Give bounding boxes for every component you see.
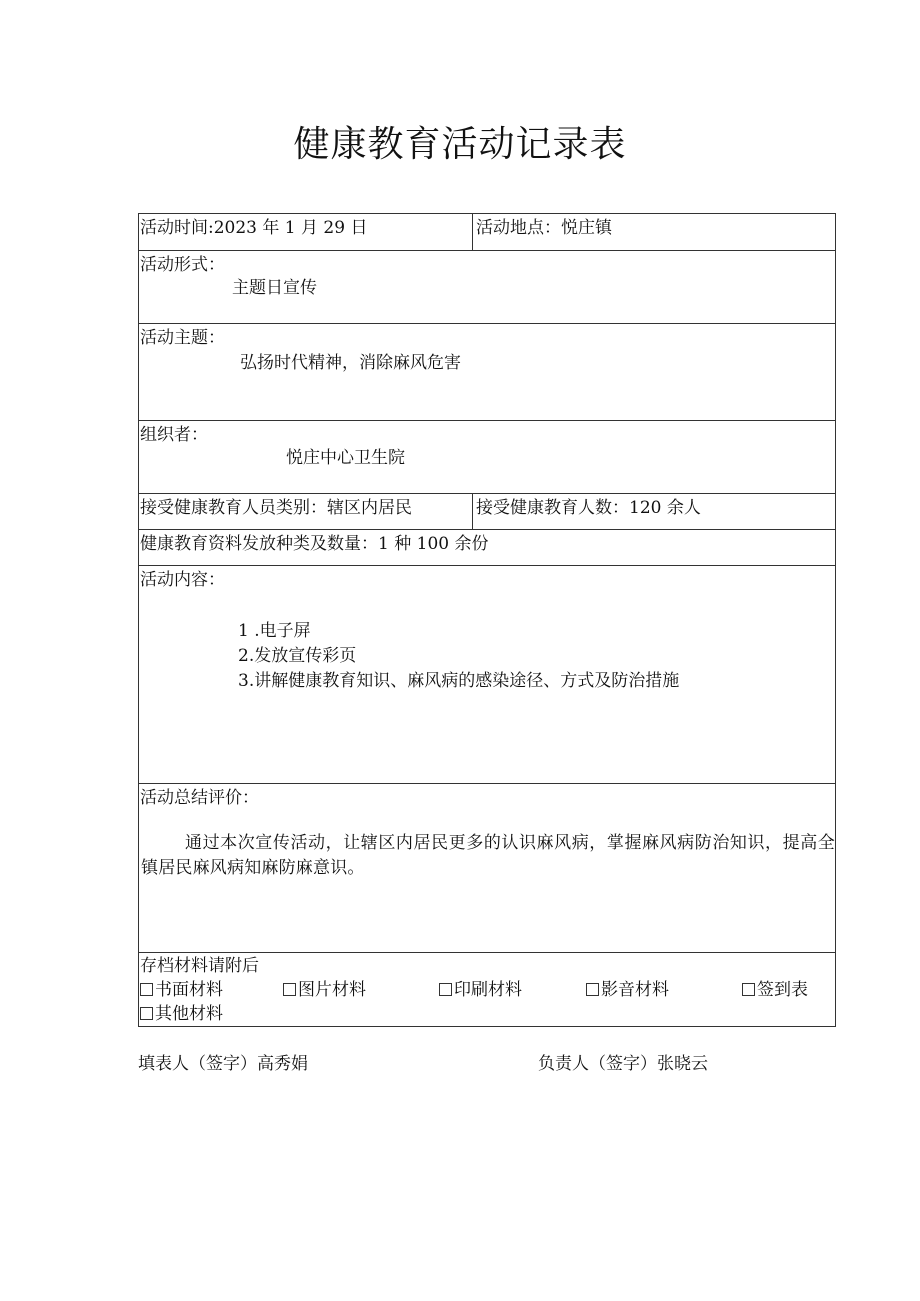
place-value: 悦庄镇 (561, 218, 612, 238)
form-label: 活动形式： (140, 255, 225, 275)
checkbox-icon[interactable] (586, 983, 599, 996)
activity-time (140, 216, 367, 240)
materials-row (139, 529, 835, 565)
summary-label: 活动总结评价： (140, 788, 259, 808)
archive-label: 存档材料请附后 (140, 956, 259, 976)
activity-place (476, 216, 612, 240)
summary-row (139, 783, 835, 952)
checkbox-icon[interactable] (439, 983, 452, 996)
option-label: 影音材料 (601, 980, 669, 1000)
filler-signature: 填表人（签字）高秀娟 (138, 1054, 308, 1074)
archive-option-images[interactable] (283, 978, 366, 1002)
audience-count-label: 接受健康教育人数： (476, 498, 629, 518)
option-label: 书面材料 (155, 980, 223, 1000)
archive-row (139, 952, 835, 1026)
content-row (139, 565, 835, 783)
content-item: 3.讲解健康教育知识、麻风病的感染途径、方式及防治措施 (238, 671, 680, 691)
theme-row (139, 323, 835, 420)
time-label: 活动时间: (140, 218, 214, 238)
theme-label: 活动主题： (140, 328, 225, 348)
materials-value: 1 种 100 余份 (378, 534, 489, 554)
archive-option-other[interactable] (140, 1002, 223, 1026)
summary-text: 通过本次宣传活动，让辖区内居民更多的认识麻风病，掌握麻风病防治知识，提高全镇居民麻风病知麻防麻意识。 (141, 833, 835, 878)
archive-option-signin[interactable] (742, 978, 808, 1002)
option-label: 其他材料 (155, 1004, 223, 1024)
form-value: 主题日宣传 (232, 278, 317, 298)
page-title: 健康教育活动记录表 (293, 124, 627, 165)
column-divider (472, 494, 473, 529)
time-place-row (139, 214, 835, 250)
archive-option-printed[interactable] (439, 978, 522, 1002)
audience-type-value: 辖区内居民 (327, 498, 412, 518)
checkbox-icon[interactable] (742, 983, 755, 996)
materials-label: 健康教育资料发放种类及数量： (140, 534, 378, 554)
audience-type-label: 接受健康教育人员类别： (140, 498, 327, 518)
checkbox-icon[interactable] (140, 1007, 153, 1020)
audience-count-value: 120 余人 (629, 498, 701, 518)
responsible-signature: 负责人（签字）张晓云 (538, 1054, 708, 1074)
organizer-label: 组织者： (140, 425, 208, 445)
archive-option-written[interactable] (140, 978, 223, 1002)
option-label: 印刷材料 (454, 980, 522, 1000)
checkbox-icon[interactable] (140, 983, 153, 996)
organizer-row (139, 420, 835, 493)
materials-info (140, 532, 488, 556)
column-divider (472, 214, 473, 250)
theme-value: 弘扬时代精神，消除麻风危害 (240, 353, 461, 373)
form-row (139, 250, 835, 323)
archive-option-media[interactable] (586, 978, 669, 1002)
audience-type (140, 496, 412, 520)
organizer-value: 悦庄中心卫生院 (286, 448, 405, 468)
record-table (138, 213, 836, 1027)
option-label: 图片材料 (298, 980, 366, 1000)
audience-count (476, 496, 701, 520)
option-label: 签到表 (757, 980, 808, 1000)
time-value: 2023 年 1 月 29 日 (213, 218, 368, 238)
content-label: 活动内容： (140, 570, 225, 590)
audience-row (139, 493, 835, 529)
checkbox-icon[interactable] (283, 983, 296, 996)
content-item: 1 .电子屏 (238, 621, 311, 641)
place-label: 活动地点： (476, 218, 561, 238)
content-item: 2.发放宣传彩页 (238, 646, 357, 666)
